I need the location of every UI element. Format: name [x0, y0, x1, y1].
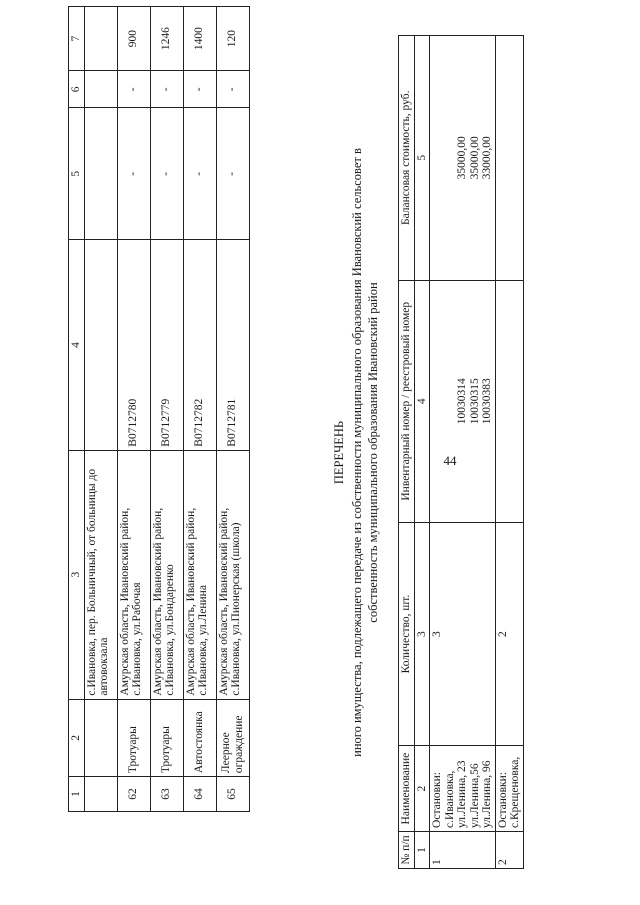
- address-cell: Амурская область, Ивановский район, с.Ивановка, ул.Рабочая: [117, 450, 150, 699]
- row-number: 64: [183, 777, 216, 812]
- object-name: Тротуары: [150, 699, 183, 777]
- col-1: 1: [69, 777, 85, 812]
- length-value: 900: [117, 7, 150, 71]
- length-value: 120: [216, 7, 249, 71]
- header-cost: Балансовая стоимость, руб.: [399, 36, 415, 281]
- row-number: 1: [430, 831, 496, 868]
- object-name: Остановки: с.Ивановка, ул.Ленина, 23 ул.Ленина,56 ул.Ленина, 96: [430, 746, 496, 832]
- header-name: Наименование: [399, 746, 415, 832]
- header-number: № п/п: [399, 831, 415, 868]
- col-7: 7: [69, 7, 85, 71]
- column-numbers-row: 1 2 3 4 5: [414, 36, 430, 869]
- quantity: 2: [495, 522, 523, 745]
- row-number: 63: [150, 777, 183, 812]
- address-cell: Амурская область, Ивановский район, с.Ивановка, ул.Пионерская (школа): [216, 450, 249, 699]
- col5-value: -: [117, 108, 150, 240]
- col-4: 4: [69, 240, 85, 451]
- page-number: 44: [443, 453, 457, 468]
- col-3: 3: [69, 450, 85, 699]
- quantity: 3: [430, 522, 496, 745]
- register-number: B0712779: [150, 240, 183, 451]
- col6-value: -: [216, 71, 249, 108]
- table-row: [495, 36, 523, 869]
- header-quantity: Количество, шт.: [399, 522, 415, 745]
- document-subtitle-line2: собственность муниципального образования Ивановский район: [366, 282, 380, 623]
- object-name: Автостоянка: [183, 699, 216, 777]
- table-row: [150, 7, 183, 812]
- row-number: 62: [117, 777, 150, 812]
- table-row: [117, 7, 150, 812]
- col-5: 5: [69, 108, 85, 240]
- col6-value: -: [117, 71, 150, 108]
- register-number: B0712782: [183, 240, 216, 451]
- length-value: 1400: [183, 7, 216, 71]
- col6-value: -: [150, 71, 183, 108]
- table-row: [84, 7, 117, 812]
- address-cell: с.Ивановка, пер. Больничный, от больницы до автовокзала: [84, 450, 117, 699]
- col5-value: -: [150, 108, 183, 240]
- col5-value: -: [216, 108, 249, 240]
- table-row: [183, 7, 216, 812]
- register-number: B0712781: [216, 240, 249, 451]
- object-name: Остановки: с.Крещеновка,: [495, 746, 523, 832]
- object-name: Тротуары: [117, 699, 150, 777]
- table-header-row: [399, 36, 415, 869]
- row-number: 2: [495, 831, 523, 868]
- balance-costs: 35000,00 35000,00 33000,00: [430, 36, 496, 281]
- col6-value: -: [183, 71, 216, 108]
- row-number: 65: [216, 777, 249, 812]
- col5-value: -: [183, 108, 216, 240]
- property-list-table: [398, 35, 524, 869]
- table-row: [216, 7, 249, 812]
- continuation-table: [68, 6, 250, 812]
- col-2: 2: [69, 699, 85, 777]
- table-row: [430, 36, 496, 869]
- document-title: ПЕРЕЧЕНЬ: [332, 420, 346, 485]
- object-name: Леерное ограждение: [216, 699, 249, 777]
- register-number: B0712780: [117, 240, 150, 451]
- table-header-row: [69, 7, 85, 812]
- length-value: 1246: [150, 7, 183, 71]
- inventory-numbers: 10030314 10030315 10030383: [430, 280, 496, 522]
- col-6: 6: [69, 71, 85, 108]
- header-inventory: Инвентарный номер / реестровый номер: [399, 280, 415, 522]
- address-cell: Амурская область, Ивановский район, с.Ивановка, ул.Ленина: [183, 450, 216, 699]
- address-cell: Амурская область, Ивановский район, с.Ивановка, ул.Бондаренко: [150, 450, 183, 699]
- document-subtitle-line1: иного имущества, подлежащего передаче из собственности муниципального образования Ивановский сельсовет в: [350, 148, 364, 757]
